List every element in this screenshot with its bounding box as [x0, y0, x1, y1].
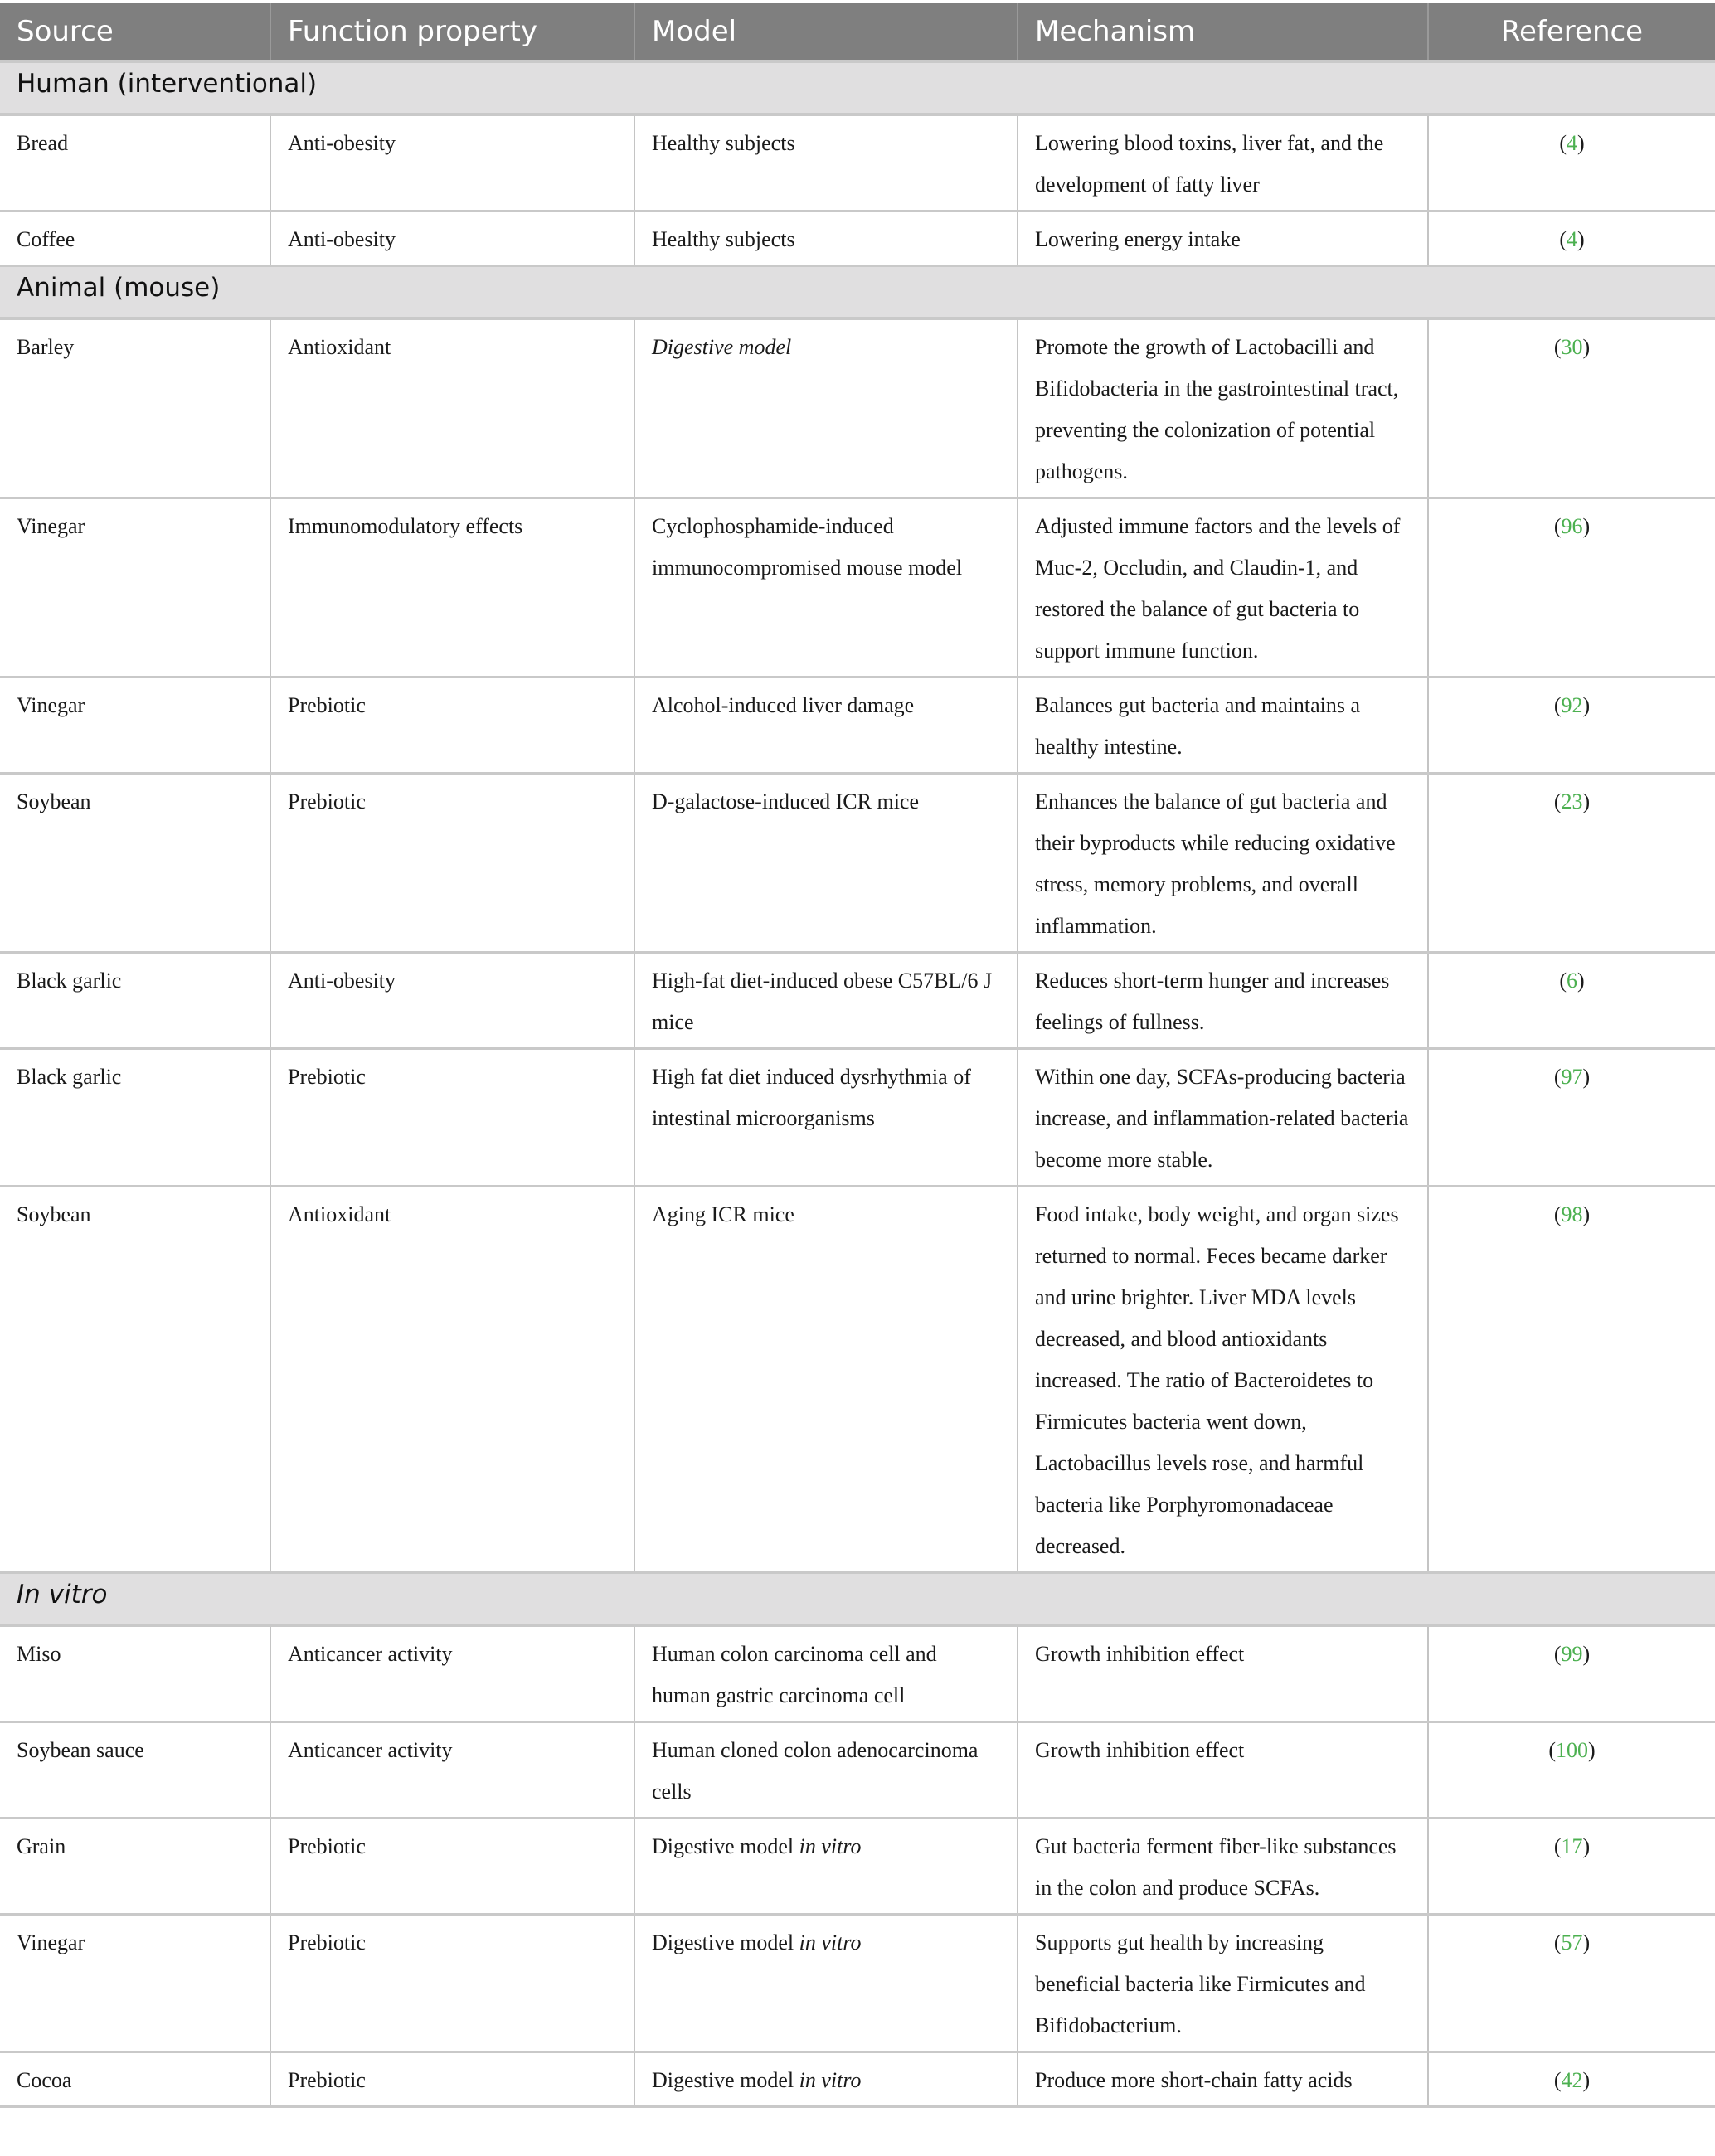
table-row: [0, 1722, 1715, 1819]
model-cell: [634, 677, 1018, 774]
table-row: [0, 1187, 1715, 1573]
source-cell: Barley: [0, 318, 270, 498]
table-row: [0, 953, 1715, 1049]
model-cell: [634, 1625, 1018, 1722]
model-cell: [634, 211, 1018, 266]
model-text: High fat diet induced dysrhythmia of intestinal microorganisms: [652, 1065, 971, 1130]
table-row: [0, 1049, 1715, 1187]
section-row: [0, 1573, 1715, 1626]
reference-link[interactable]: 6: [1567, 969, 1577, 993]
mechanism-cell: Lowering energy intake: [1018, 211, 1428, 266]
model-cell: [634, 1722, 1018, 1819]
function-cell: Antioxidant: [270, 318, 634, 498]
header-function-property: Function property: [270, 3, 634, 61]
mechanism-cell: Reduces short-term hunger and increases feelings of fullness.: [1018, 953, 1428, 1049]
source-cell: Vinegar: [0, 677, 270, 774]
function-cell: Anti-obesity: [270, 211, 634, 266]
reference-cell: (4): [1428, 114, 1715, 211]
table-row: [0, 318, 1715, 498]
source-cell: Grain: [0, 1819, 270, 1915]
reference-cell: (100): [1428, 1722, 1715, 1819]
function-cell: Prebiotic: [270, 1049, 634, 1187]
reference-link[interactable]: 98: [1561, 1202, 1583, 1226]
reference-link[interactable]: 92: [1561, 693, 1583, 717]
model-text: D-galactose-induced ICR mice: [652, 789, 919, 813]
function-cell: Anti-obesity: [270, 114, 634, 211]
source-cell: Bread: [0, 114, 270, 211]
data-table: [0, 3, 1715, 2108]
function-cell: Prebiotic: [270, 2052, 634, 2107]
function-cell: Prebiotic: [270, 1819, 634, 1915]
table-row: [0, 211, 1715, 266]
source-cell: Cocoa: [0, 2052, 270, 2107]
table-header: [0, 3, 1715, 61]
header-mechanism: Mechanism: [1018, 3, 1428, 61]
section-row: [0, 266, 1715, 319]
model-text: Healthy subjects: [652, 131, 795, 155]
source-cell: Coffee: [0, 211, 270, 266]
model-text: Alcohol-induced liver damage: [652, 693, 915, 717]
table-row: [0, 1819, 1715, 1915]
header-reference: Reference: [1428, 3, 1715, 61]
table-row: [0, 774, 1715, 953]
reference-cell: (23): [1428, 774, 1715, 953]
reference-cell: (92): [1428, 677, 1715, 774]
source-cell: Soybean sauce: [0, 1722, 270, 1819]
model-cell: [634, 1819, 1018, 1915]
mechanism-cell: Growth inhibition effect: [1018, 1625, 1428, 1722]
reference-link[interactable]: 23: [1561, 789, 1583, 813]
model-text: Digestive model: [652, 1834, 799, 1858]
model-text: Human colon carcinoma cell and human gastric carcinoma cell: [652, 1642, 937, 1707]
model-cell: [634, 953, 1018, 1049]
source-cell: Black garlic: [0, 953, 270, 1049]
model-text: Healthy subjects: [652, 227, 795, 251]
model-text: Aging ICR mice: [652, 1202, 794, 1226]
model-italic-text: in vitro: [799, 1834, 862, 1858]
table-row: [0, 1625, 1715, 1722]
model-cell: [634, 1915, 1018, 2052]
mechanism-cell: Supports gut health by increasing beneficial bacteria like Firmicutes and Bifidobacterium.: [1018, 1915, 1428, 2052]
model-cell: [634, 114, 1018, 211]
model-text: Digestive model: [652, 2068, 799, 2092]
section-label: In vitro: [0, 1573, 1715, 1626]
mechanism-cell: Gut bacteria ferment fiber-like substances in the colon and produce SCFAs.: [1018, 1819, 1428, 1915]
source-cell: Vinegar: [0, 1915, 270, 2052]
reference-link[interactable]: 100: [1556, 1738, 1588, 1762]
reference-link[interactable]: 4: [1567, 227, 1577, 251]
reference-link[interactable]: 99: [1561, 1642, 1583, 1666]
reference-cell: (4): [1428, 211, 1715, 266]
reference-cell: (30): [1428, 318, 1715, 498]
source-cell: Soybean: [0, 1187, 270, 1573]
model-italic-text: in vitro: [799, 1930, 862, 1954]
reference-link[interactable]: 4: [1567, 131, 1577, 155]
model-italic-text: in vitro: [799, 2068, 862, 2092]
model-cell: [634, 1049, 1018, 1187]
model-cell: [634, 1187, 1018, 1573]
function-cell: Anti-obesity: [270, 953, 634, 1049]
function-cell: Prebiotic: [270, 677, 634, 774]
function-cell: Prebiotic: [270, 774, 634, 953]
reference-link[interactable]: 96: [1561, 514, 1583, 538]
reference-link[interactable]: 30: [1561, 335, 1583, 359]
model-italic-text: Digestive model: [652, 335, 792, 359]
mechanism-cell: Promote the growth of Lactobacilli and Bifidobacteria in the gastrointestinal tract, preventing the colonization of potential pathogens.: [1018, 318, 1428, 498]
function-cell: Anticancer activity: [270, 1722, 634, 1819]
function-cell: Immunomodulatory effects: [270, 498, 634, 677]
mechanism-cell: Food intake, body weight, and organ sizes returned to normal. Feces became darker and urine brighter. Liver MDA levels decreased, and blood antioxidants increased. The ratio of Bacteroidetes to Firmicutes bacteria went down, Lactobacillus levels rose, and harmful bacteria like Porphyromonadaceae decreased.: [1018, 1187, 1428, 1573]
model-cell: [634, 2052, 1018, 2107]
mechanism-cell: Growth inhibition effect: [1018, 1722, 1428, 1819]
model-cell: [634, 318, 1018, 498]
function-cell: Anticancer activity: [270, 1625, 634, 1722]
table-row: [0, 1915, 1715, 2052]
mechanism-cell: Lowering blood toxins, liver fat, and the development of fatty liver: [1018, 114, 1428, 211]
reference-cell: (96): [1428, 498, 1715, 677]
model-text: Human cloned colon adenocarcinoma cells: [652, 1738, 979, 1804]
source-cell: Miso: [0, 1625, 270, 1722]
reference-cell: (57): [1428, 1915, 1715, 2052]
mechanism-cell: Within one day, SCFAs-producing bacteria increase, and inflammation-related bacteria become more stable.: [1018, 1049, 1428, 1187]
reference-link[interactable]: 57: [1561, 1930, 1583, 1954]
table-row: [0, 114, 1715, 211]
section-label: Animal (mouse): [0, 266, 1715, 319]
source-cell: Black garlic: [0, 1049, 270, 1187]
table-row: [0, 677, 1715, 774]
model-cell: [634, 498, 1018, 677]
reference-link[interactable]: 17: [1561, 1834, 1583, 1858]
reference-cell: (17): [1428, 1819, 1715, 1915]
reference-cell: (98): [1428, 1187, 1715, 1573]
mechanism-cell: Balances gut bacteria and maintains a healthy intestine.: [1018, 677, 1428, 774]
section-row: [0, 61, 1715, 114]
mechanism-cell: Adjusted immune factors and the levels of Muc-2, Occludin, and Claudin-1, and restored the balance of gut bacteria to support immune function.: [1018, 498, 1428, 677]
reference-cell: (42): [1428, 2052, 1715, 2107]
function-cell: Antioxidant: [270, 1187, 634, 1573]
reference-link[interactable]: 97: [1561, 1065, 1583, 1089]
mechanism-cell: Enhances the balance of gut bacteria and their byproducts while reducing oxidative stress, memory problems, and overall inflammation.: [1018, 774, 1428, 953]
reference-cell: (99): [1428, 1625, 1715, 1722]
reference-cell: (97): [1428, 1049, 1715, 1187]
source-cell: Vinegar: [0, 498, 270, 677]
model-text: Digestive model: [652, 1930, 799, 1954]
model-cell: [634, 774, 1018, 953]
table-row: [0, 498, 1715, 677]
mechanism-cell: Produce more short-chain fatty acids: [1018, 2052, 1428, 2107]
section-label: Human (interventional): [0, 61, 1715, 114]
model-text: Cyclophosphamide-induced immunocompromised mouse model: [652, 514, 963, 580]
reference-cell: (6): [1428, 953, 1715, 1049]
header-model: Model: [634, 3, 1018, 61]
source-cell: Soybean: [0, 774, 270, 953]
model-text: High-fat diet-induced obese C57BL/6 J mice: [652, 969, 993, 1034]
table-body: [0, 61, 1715, 2107]
header-source: Source: [0, 3, 270, 61]
reference-link[interactable]: 42: [1561, 2068, 1583, 2092]
table-row: [0, 2052, 1715, 2107]
function-cell: Prebiotic: [270, 1915, 634, 2052]
